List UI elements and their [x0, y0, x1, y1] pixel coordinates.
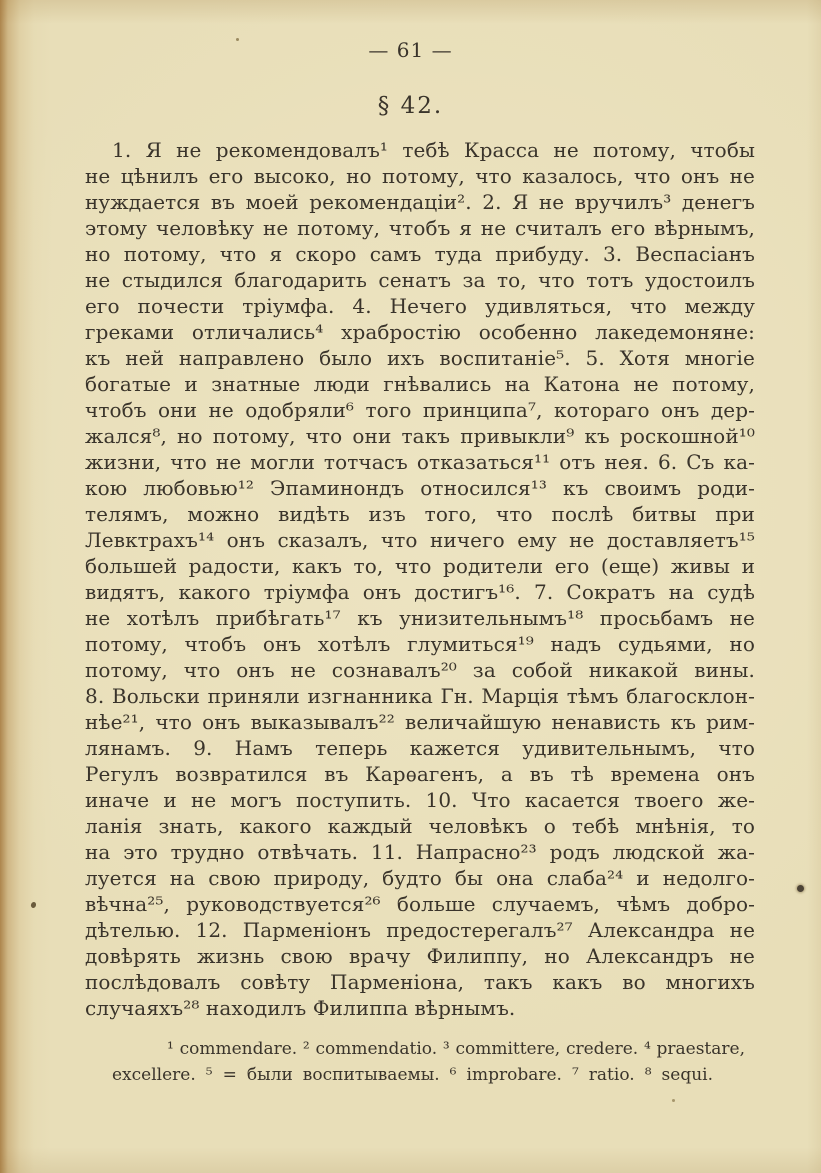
text-line: луется на свою природу, будто бы она слаба²⁴ и недолго-: [85, 866, 755, 890]
text-line: Левктрахъ¹⁴ онъ сказалъ, что ничего ему не доставляетъ¹⁵: [85, 528, 755, 552]
text-line: 8. Вольски приняли изгнанника Гн. Марція тѣмъ благосклон-: [85, 684, 755, 708]
text-line: иначе и не могъ поступить. 10. Что касается твоего же-: [85, 788, 755, 812]
text-line: потому, чтобъ онъ хотѣлъ глумиться¹⁹ надъ судьями, но: [85, 632, 755, 656]
text-line: нѣе²¹, что онъ выказывалъ²² величайшую ненависть къ рим-: [85, 710, 755, 734]
text-line: не цѣнилъ его высоко, но потому, что казалось, что онъ не: [85, 164, 755, 188]
text-line: не хотѣлъ прибѣгать¹⁷ къ унизительнымъ¹⁸ просьбамъ не: [85, 606, 755, 630]
text-line: 1. Я не рекомендовалъ¹ тебѣ Красса не потому, чтобы: [112, 138, 755, 162]
scan-speck: [236, 38, 239, 41]
text-line: довѣрять жизнь свою врачу Филиппу, но Александръ не: [85, 944, 755, 968]
footnotes: [112, 1036, 745, 1088]
text-line: этому человѣку не потому, чтобъ я не считалъ его вѣрнымъ,: [85, 216, 755, 240]
footnote-line: ¹ commendare. ² commendatio. ³ committere, credere. ⁴ praestare,: [167, 1039, 745, 1059]
text-line: его почести тріумфа. 4. Нечего удивляться, что между: [85, 294, 755, 318]
text-line: жался⁸, но потому, что они такъ привыкли⁹ къ роскошной¹⁰: [85, 424, 755, 448]
text-line: къ ней направлено было ихъ воспитаніе⁵. 5. Хотя многіе: [85, 346, 755, 370]
text-line: послѣдовалъ совѣту Парменіона, такъ какъ во многихъ: [85, 970, 755, 994]
paragraph: [85, 137, 755, 1021]
text-line: Регулъ возвратился въ Карѳагенъ, а въ тѣ времена онъ: [85, 762, 755, 786]
text-line: греками отличались⁴ храбростію особенно лакедемоняне:: [85, 320, 755, 344]
text-line: телямъ, можно видѣть изъ того, что послѣ битвы при: [85, 502, 755, 526]
text-line: большей радости, какъ то, что родители его (еще) живы и: [85, 554, 755, 578]
text-line: лянамъ. 9. Намъ теперь кажется удивительнымъ, что: [85, 736, 755, 760]
text-line: на это трудно отвѣчать. 11. Напрасно²³ родъ людской жа-: [85, 840, 755, 864]
text-line: потому, что онъ не сознавалъ²⁰ за собой никакой вины.: [85, 658, 755, 682]
text-line: чтобъ они не одобряли⁶ того принципа⁷, котораго онъ дер-: [85, 398, 755, 422]
text-line: кою любовью¹² Эпаминондъ относился¹³ къ своимъ роди-: [85, 476, 755, 500]
text-line: но потому, что я скоро самъ туда прибуду. 3. Веспасіанъ: [85, 242, 755, 266]
scan-speck: [672, 1099, 675, 1102]
text-line: видятъ, какого тріумфа онъ достигъ¹⁶. 7. Сократъ на судѣ: [85, 580, 755, 604]
footnote-line: excellere. ⁵ = были воспитываемы. ⁶ improbare. ⁷ ratio. ⁸ sequi.: [112, 1065, 713, 1085]
text-line: ланія знать, какого каждый человѣкъ о тебѣ мнѣнія, то: [85, 814, 755, 838]
text-line: случаяхъ²⁸ находилъ Филиппа вѣрнымъ.: [85, 996, 516, 1020]
text-line: дѣтелью. 12. Парменіонъ предостерегалъ²⁷ Александра не: [85, 918, 755, 942]
section-heading: § 42.: [377, 93, 444, 119]
text-line: богатые и знатные люди гнѣвались на Катона не потому,: [85, 372, 755, 396]
text-line: жизни, что не могли тотчасъ отказаться¹¹ отъ нея. 6. Съ ка-: [85, 450, 755, 474]
text-line: не стыдился благодарить сенатъ за то, что тотъ удостоилъ: [85, 268, 755, 292]
scan-speck: [30, 901, 37, 908]
text-line: нуждается въ моей рекомендаціи². 2. Я не вручилъ³ денегъ: [85, 190, 755, 214]
page-number: — 61 —: [368, 38, 453, 62]
scan-speck: [797, 885, 804, 892]
text-line: вѣчна²⁵, руководствуется²⁶ больше случаемъ, чѣмъ добро-: [85, 892, 755, 916]
